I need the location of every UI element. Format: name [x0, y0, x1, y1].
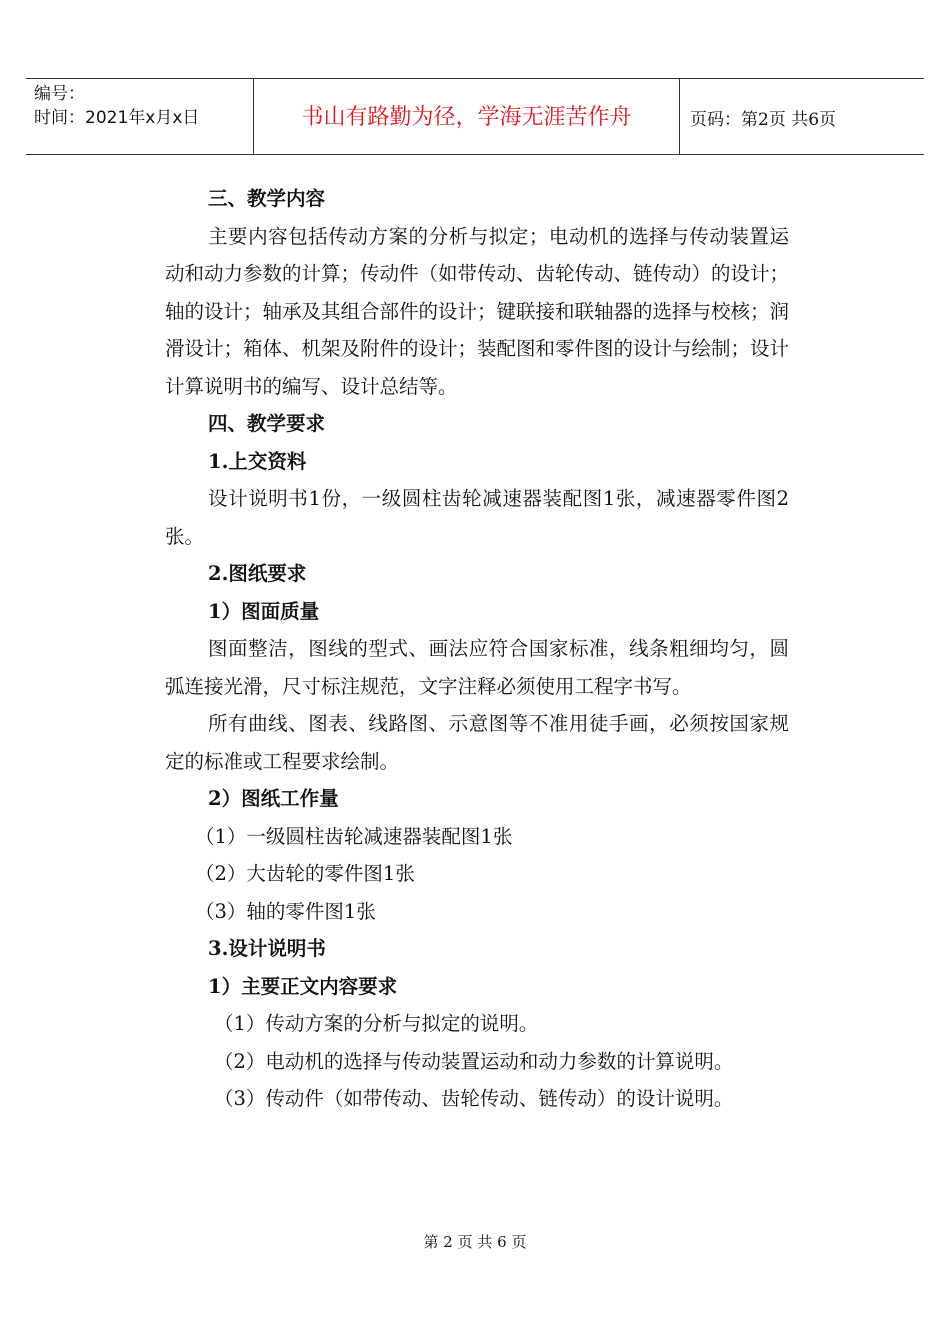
section-3-paragraph: 主要内容包括传动方案的分析与拟定；电动机的选择与传动装置运动和动力参数的计算；传动件（如带传动、齿轮传动、链传动）的设计；轴的设计；轴承及其组合部件的设计；键联接和联轴器的选择与校核；润滑设计；箱体、机架及附件的设计；装配图和零件图的设计与绘制；设计计算说明书的编写、设计总结等。: [165, 224, 790, 398]
section-3-heading: 三、教学内容: [208, 187, 326, 210]
manual-list-item: （1）传动方案的分析与拟定的说明。: [214, 1012, 539, 1035]
header-meta: [34, 82, 199, 130]
drawing-list-item: （3）轴的零件图1张: [195, 899, 376, 923]
subsection-3-heading: 3.设计说明书: [208, 937, 326, 960]
subsection-2-2-heading: 2）图纸工作量: [208, 787, 339, 810]
header-number-label: 编号：: [34, 84, 85, 104]
subsection-1-heading: 1.上交资料: [208, 449, 307, 473]
subsection-2-1-paragraph-2: 所有曲线、图表、线路图、示意图等不准用徒手画，必须按国家规定的标准或工程要求绘制。: [165, 712, 789, 773]
manual-list-item: （3）传动件（如带传动、齿轮传动、链传动）的设计说明。: [214, 1087, 734, 1110]
drawing-list-item: （2）大齿轮的零件图1张: [195, 862, 415, 885]
footer-page-number: 第 2 页 共 6 页: [423, 1233, 527, 1251]
subsection-3-1-heading: 1）主要正文内容要求: [208, 974, 398, 998]
header-page-label: 页码：第2页 共6页: [690, 110, 837, 130]
header-bottom-rule: [26, 154, 924, 155]
subsection-2-1-paragraph-1: 图面整洁，图线的型式、画法应符合国家标准，线条粗细均匀，圆弧连接光滑，尺寸标注规范，文字注释必须使用工程字书写。: [165, 637, 789, 698]
document-body: [165, 180, 789, 1118]
header-top-rule: [26, 78, 924, 79]
header-motto: 书山有路勤为径，学海无涯苦作舟: [301, 105, 632, 130]
header-time-label: 时间：2021年x月x日: [34, 108, 200, 128]
manual-list-item: （2）电动机的选择与传动装置运动和动力参数的计算说明。: [214, 1049, 734, 1073]
subsection-2-1-heading: 1）图面质量: [208, 599, 320, 623]
subsection-2-heading: 2.图纸要求: [208, 562, 307, 585]
subsection-1-paragraph: 设计说明书1份，一级圆柱齿轮减速器装配图1张，减速器零件图2张。: [165, 487, 789, 548]
section-4-heading: 四、教学要求: [208, 412, 326, 435]
drawing-list-item: （1）一级圆柱齿轮减速器装配图1张: [195, 824, 513, 848]
header-divider-right: [679, 78, 680, 155]
